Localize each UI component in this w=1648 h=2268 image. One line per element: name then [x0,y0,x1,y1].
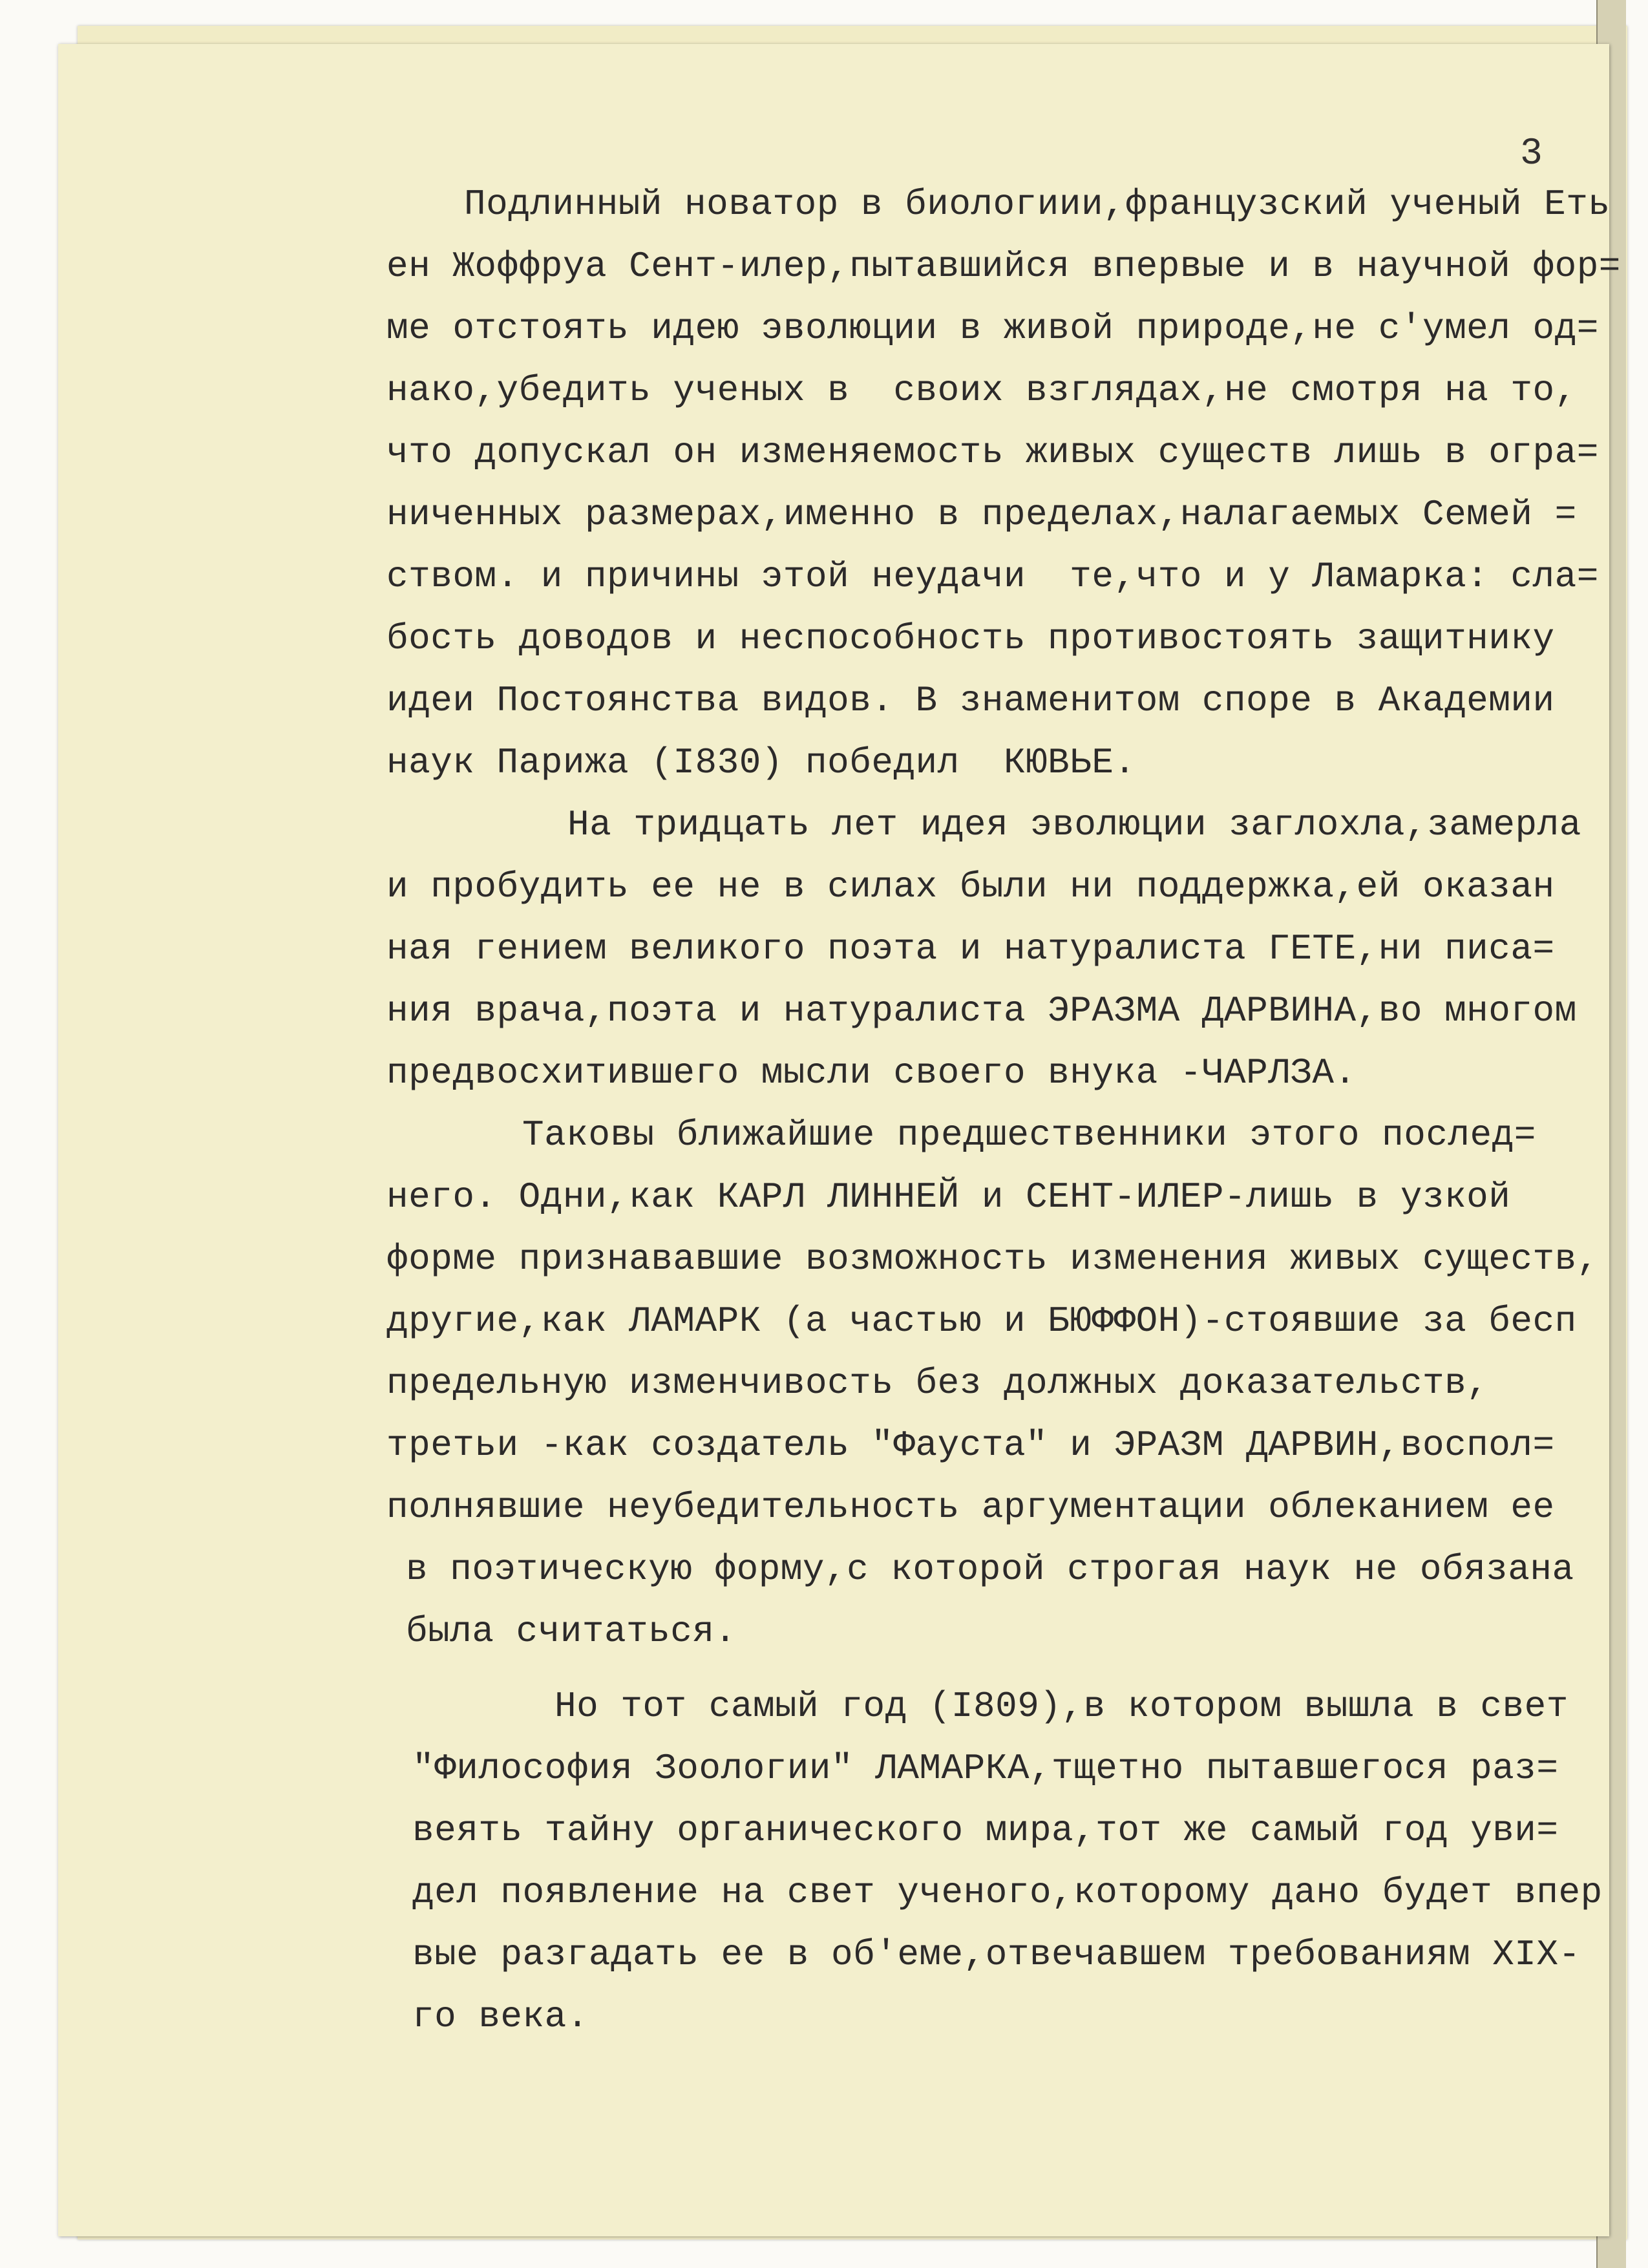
text-line: него. Одни,как КАРЛ ЛИННЕЙ и СЕНТ-ИЛЕР-лишь в узкой [386,1176,1511,1218]
text-line: Подлинный новатор в биологиии,французский ученый Еть [464,184,1611,225]
text-line: го века. [412,1996,589,2037]
text-line: полнявшие неубедительность аргументации облеканием ее [386,1487,1555,1528]
text-line: нако,убедить ученых в своих взглядах,не смотря на то, [386,370,1577,411]
text-line: третьи -как создатель "Фауста" и ЭРАЗМ ДАРВИН,воспол= [386,1425,1555,1466]
text-line: и пробудить ее не в силах были ни поддержка,ей оказан [386,866,1555,907]
text-line: ниченных размерах,именно в пределах,налагаемых Семей = [386,494,1577,535]
text-line: другие,как ЛАМАРК (а частью и БЮФФОН)-стоявшие за бесп [386,1300,1577,1342]
text-line: "Философия Зоологии" ЛАМАРКА,тщетно пытавшегося раз= [412,1748,1559,1789]
typewritten-sheet [58,44,1621,2236]
text-line: предвосхитившего мысли своего внука -ЧАРЛЗА. [386,1052,1357,1094]
text-line: в поэтическую форму,с которой строгая наук не обязана [406,1549,1574,1590]
text-line: идеи Постоянства видов. В знаменитом споре в Академии [386,680,1555,721]
text-line: Таковы ближайшие предшественники этого послед= [522,1114,1536,1156]
text-line: наук Парижа (I830) победил КЮВЬЕ. [386,742,1136,783]
text-line: дел появление на свет ученого,которому дано будет впер [412,1872,1603,1913]
text-line: предельную изменчивость без должных доказательств, [386,1362,1489,1404]
text-line: ством. и причины этой неудачи те,что и у Ламарка: сла= [386,556,1599,597]
text-line: ме отстоять идею эволюции в живой природе,не с'умел од= [386,308,1599,349]
text-line: веять тайну органического мира,тот же самый год уви= [412,1810,1559,1851]
text-line: ная гением великого поэта и натуралиста ГЕТЕ,ни писа= [386,928,1555,970]
text-line: ния врача,поэта и натуралиста ЭРАЗМА ДАРВИНА,во многом [386,990,1577,1032]
text-line: что допускал он изменяемость живых существ лишь в огра= [386,432,1599,473]
text-line: форме признававшие возможность изменения живых существ, [386,1238,1599,1280]
typewritten-text [58,44,1621,2236]
page-number: 3 [1520,133,1543,175]
text-line: Но тот самый год (I809),в котором вышла в свет [555,1686,1569,1727]
text-line: бость доводов и неспособность противостоять защитнику [386,618,1555,659]
text-line: На тридцать лет идея эволюции заглохла,замерла [567,804,1581,845]
text-line: ен Жоффруа Сент-илер,пытавшийся впервые и в научной фор= [386,246,1621,287]
text-line: была считаться. [406,1611,737,1652]
text-line: вые разгадать ее в об'еме,отвечавшем требованиям XIX- [412,1934,1581,1975]
